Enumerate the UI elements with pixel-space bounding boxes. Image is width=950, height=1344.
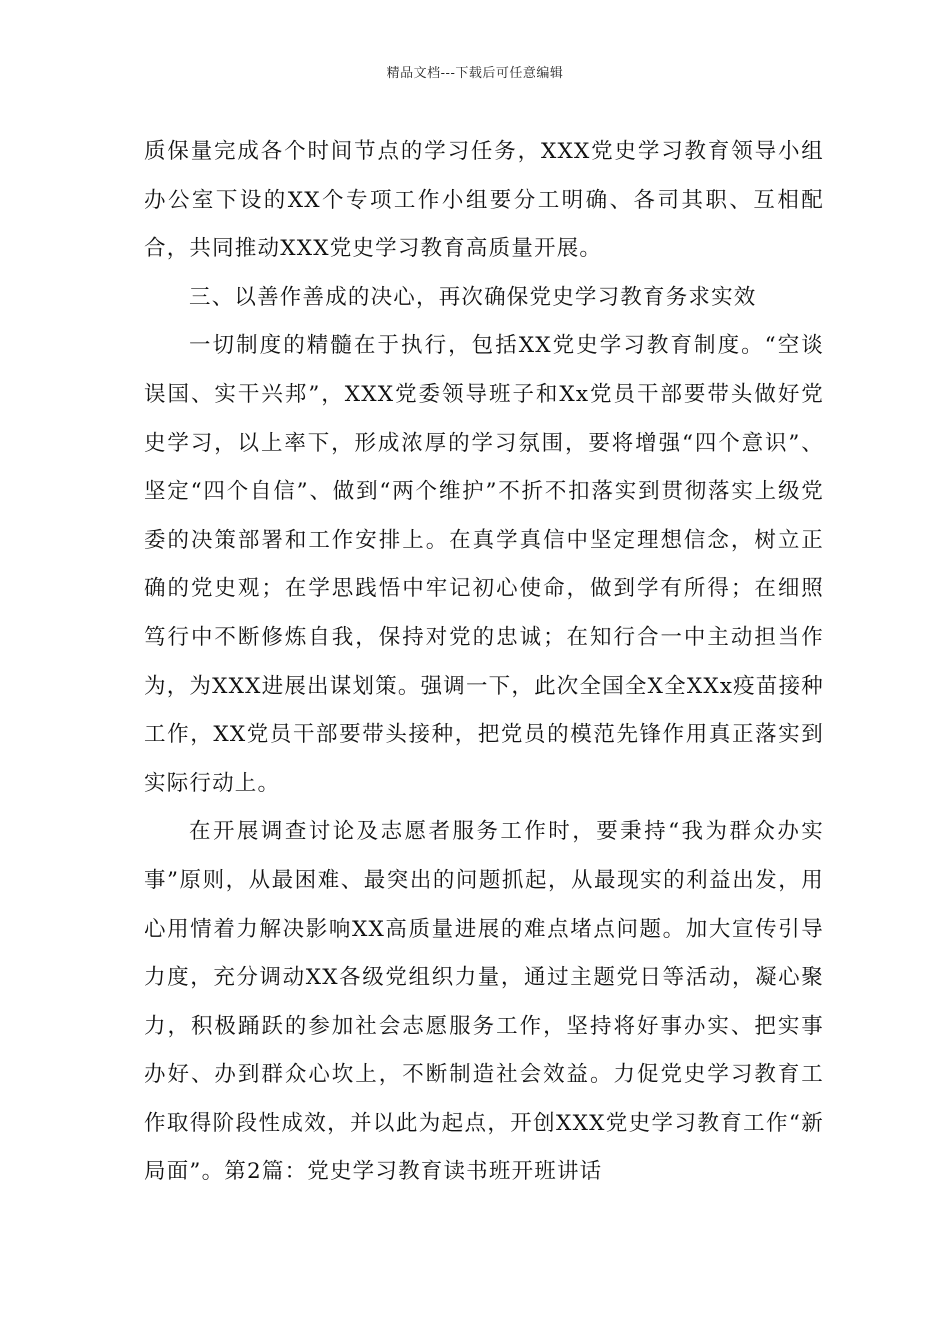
document-body bbox=[144, 128, 824, 1197]
paragraph-3: 在开展调查讨论及志愿者服务工作时，要秉持“我为群众办实事”原则，从最困难、最突出的问题抓起，从最现实的利益出发，用心用情着力解决影响XX高质量进展的难点堵点问题。加大宣传引导力度，充分调动XX各级党组织力量，通过主题党日等活动，凝心聚力，积极踊跃的参加社会志愿服务工作，坚持将好事办实、把实事办好、办到群众心坎上，不断制造社会效益。力促党史学习教育工作取得阶段性成效，并以此为起点，开创XXX党史学习教育工作“新局面”。第2篇：党史学习教育读书班开班讲话 bbox=[144, 819, 824, 1185]
page-header: 精品文档---下载后可任意编辑 bbox=[386, 66, 564, 81]
paragraph-2: 一切制度的精髓在于执行，包括XX党史学习教育制度。“空谈误国、实干兴邦”，XXX党委领导班子和Xx党员干部要带头做好党史学习，以上率下，形成浓厚的学习氛围，要将增强“四个意识”、坚定“四个自信”、做到“两个维护”不折不扣落实到贯彻落实上级党委的决策部署和工作安排上。在真学真信中坚定理想信念，树立正确的党史观；在学思践悟中牢记初心使命，做到学有所得；在细照笃行中不断修炼自我，保持对党的忠诚；在知行合一中主动担当作为，为XXX进展出谋划策。强调一下，此次全国全X全XXx疫苗接种工作，XX党员干部要带头接种，把党员的模范先锋作用真正落实到实际行动上。 bbox=[144, 333, 824, 796]
paragraph-1: 质保量完成各个时间节点的学习任务，XXX党史学习教育领导小组办公室下设的XX个专项工作小组要分工明确、各司其职、互相配合，共同推动XXX党史学习教育高质量开展。 bbox=[144, 139, 824, 262]
section-heading: 三、以善作善成的决心，再次确保党史学习教育务求实效 bbox=[189, 284, 757, 310]
